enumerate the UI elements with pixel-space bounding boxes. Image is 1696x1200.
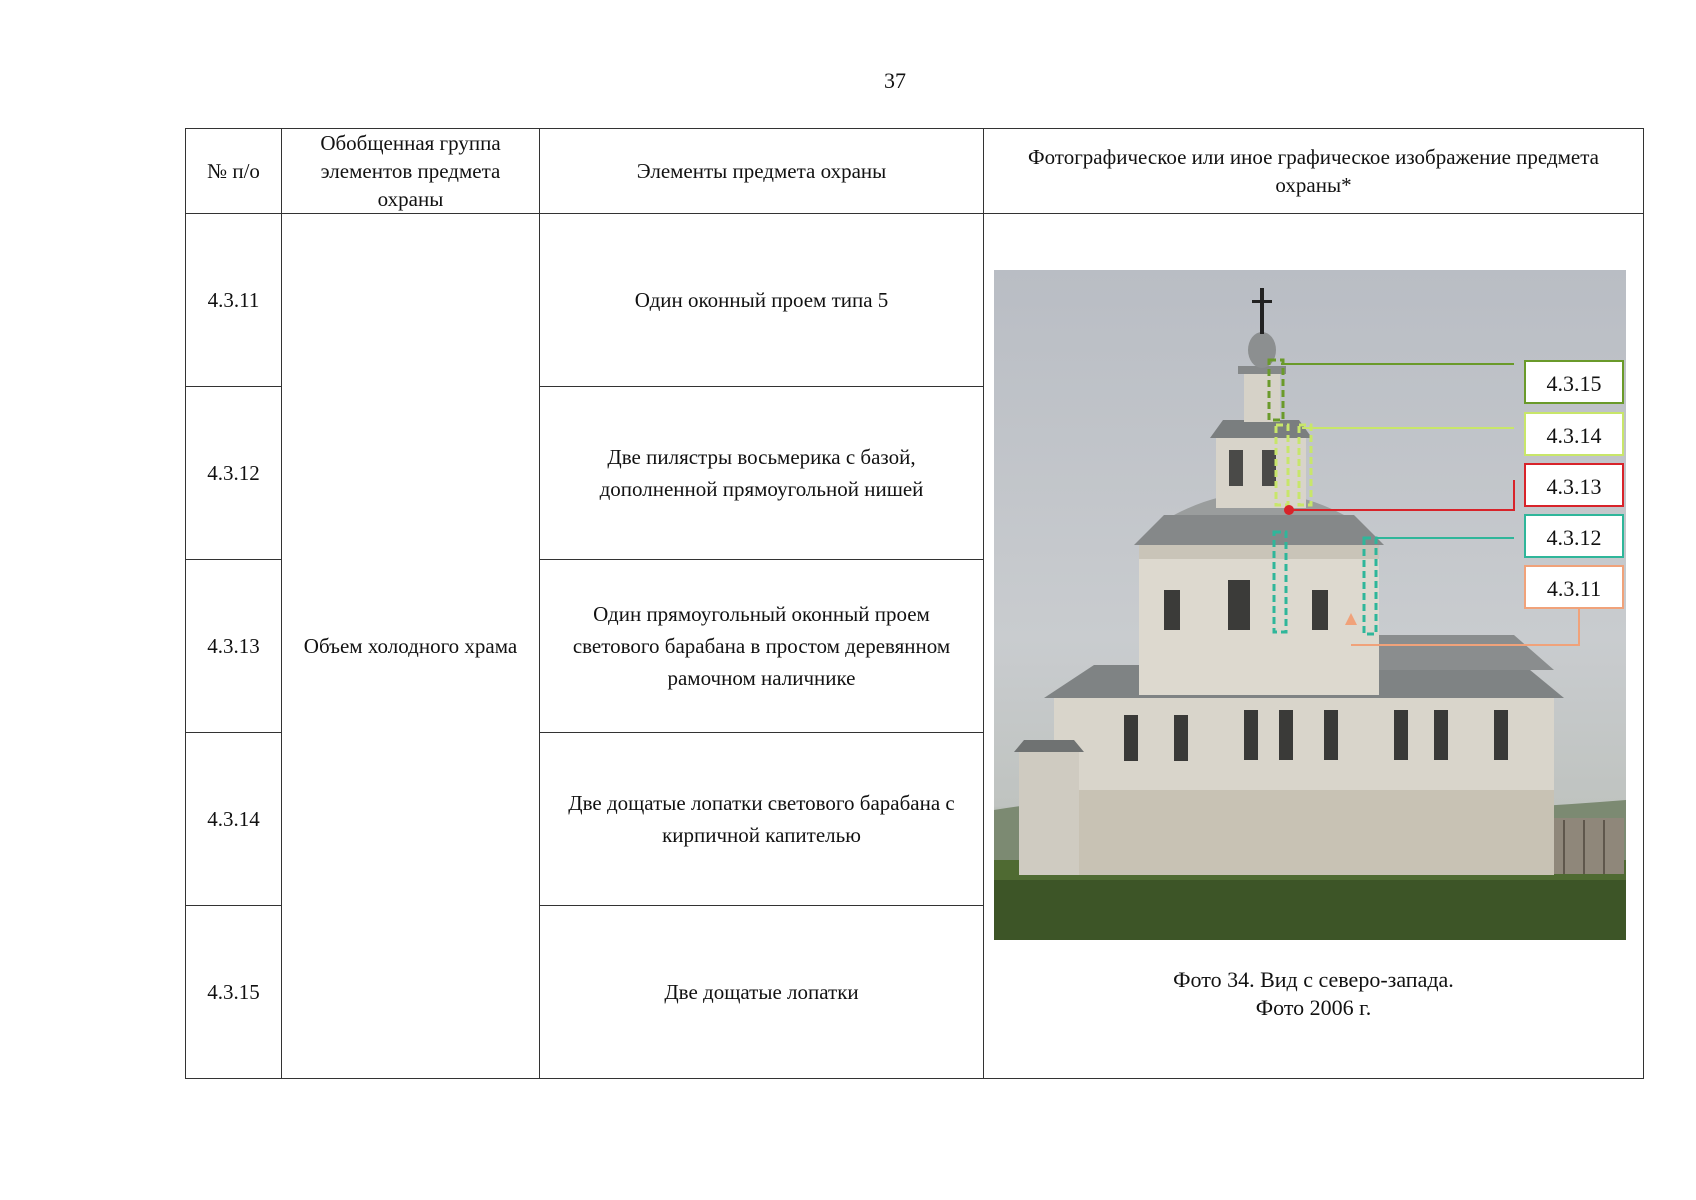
header-group: Обобщенная группа элементов предмета охраны: [282, 129, 540, 214]
header-photo: Фотографическое или иное графическое изображение предмета охраны*: [984, 129, 1644, 214]
table-row: [186, 214, 1644, 387]
protection-table: [185, 128, 1644, 1079]
element-cell: Один прямоугольный оконный проем светового барабана в простом деревянном рамочном наличнике: [540, 560, 984, 733]
caption-line-2: Фото 2006 г.: [1255, 995, 1372, 1020]
page-number: 37: [884, 68, 906, 93]
row-number: 4.3.12: [186, 387, 282, 560]
header-elements: Элементы предмета охраны: [540, 129, 984, 214]
element-cell: Один оконный проем типа 5: [540, 214, 984, 387]
photo-tag-4-3-11: 4.3.11: [1524, 565, 1624, 609]
photo-tag-4-3-14: 4.3.14: [1524, 412, 1624, 456]
caption-line-1: Фото 34. Вид с северо-запада.: [1173, 967, 1454, 992]
photo-tag-4-3-12: 4.3.12: [1524, 514, 1624, 558]
element-cell: Две дощатые лопатки светового барабана с кирпичной капителью: [540, 733, 984, 906]
photo-caption: [984, 966, 1643, 1022]
church-photo: [994, 270, 1626, 940]
photo-cell: [984, 214, 1644, 1079]
table-header-row: [186, 129, 1644, 214]
element-cell: Две пилястры восьмерика с базой, дополненной прямоугольной нишей: [540, 387, 984, 560]
row-number: 4.3.11: [186, 214, 282, 387]
element-cell: Две дощатые лопатки: [540, 906, 984, 1079]
row-number: 4.3.14: [186, 733, 282, 906]
header-num: № п/о: [186, 129, 282, 214]
row-number: 4.3.15: [186, 906, 282, 1079]
photo-tag-4-3-13: 4.3.13: [1524, 463, 1624, 507]
group-cell: Объем холодного храма: [282, 214, 540, 1079]
row-number: 4.3.13: [186, 560, 282, 733]
photo-tag-4-3-15: 4.3.15: [1524, 360, 1624, 404]
